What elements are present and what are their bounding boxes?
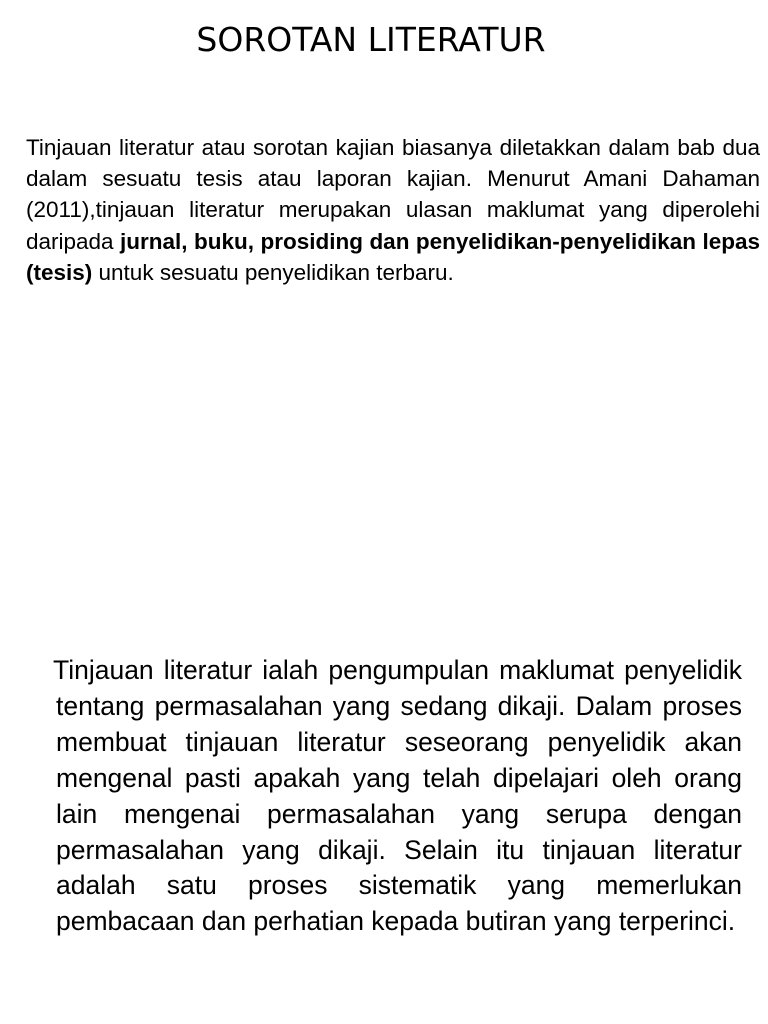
definition-text: Tinjauan literatur ialah pengumpulan maklumat penyelidik tentang permasalahan yang sedang dikaji. Dalam proses membuat tinjauan literatur seseorang penyelidik akan mengenal pasti apakah yang telah dipelajari oleh orang lain mengenai permasalahan yang serupa dengan permasalahan yang dikaji. Selain itu tinjauan literatur adalah satu proses sistematik yang memerlukan pembacaan dan perhatian kepada butiran yang terperinci. xyxy=(53,655,742,937)
page-title: SOROTAN LITERATUR xyxy=(196,20,546,59)
intro-text-end: untuk sesuatu penyelidikan terbaru. xyxy=(92,259,454,285)
intro-bold-sources: jurnal, buku, prosiding dan penyelidikan-penyelidikan lepas (tesis) xyxy=(26,228,760,285)
definition-paragraph xyxy=(53,653,742,940)
intro-paragraph xyxy=(26,132,760,288)
intro-text-start: Tinjauan literatur atau sorotan kajian biasanya diletakkan dalam bab dua dalam sesuatu tesis atau laporan kajian. Menurut Amani Dahaman (2011),tinjauan literatur merupakan ulasan maklumat yang diperolehi daripada xyxy=(26,135,760,254)
